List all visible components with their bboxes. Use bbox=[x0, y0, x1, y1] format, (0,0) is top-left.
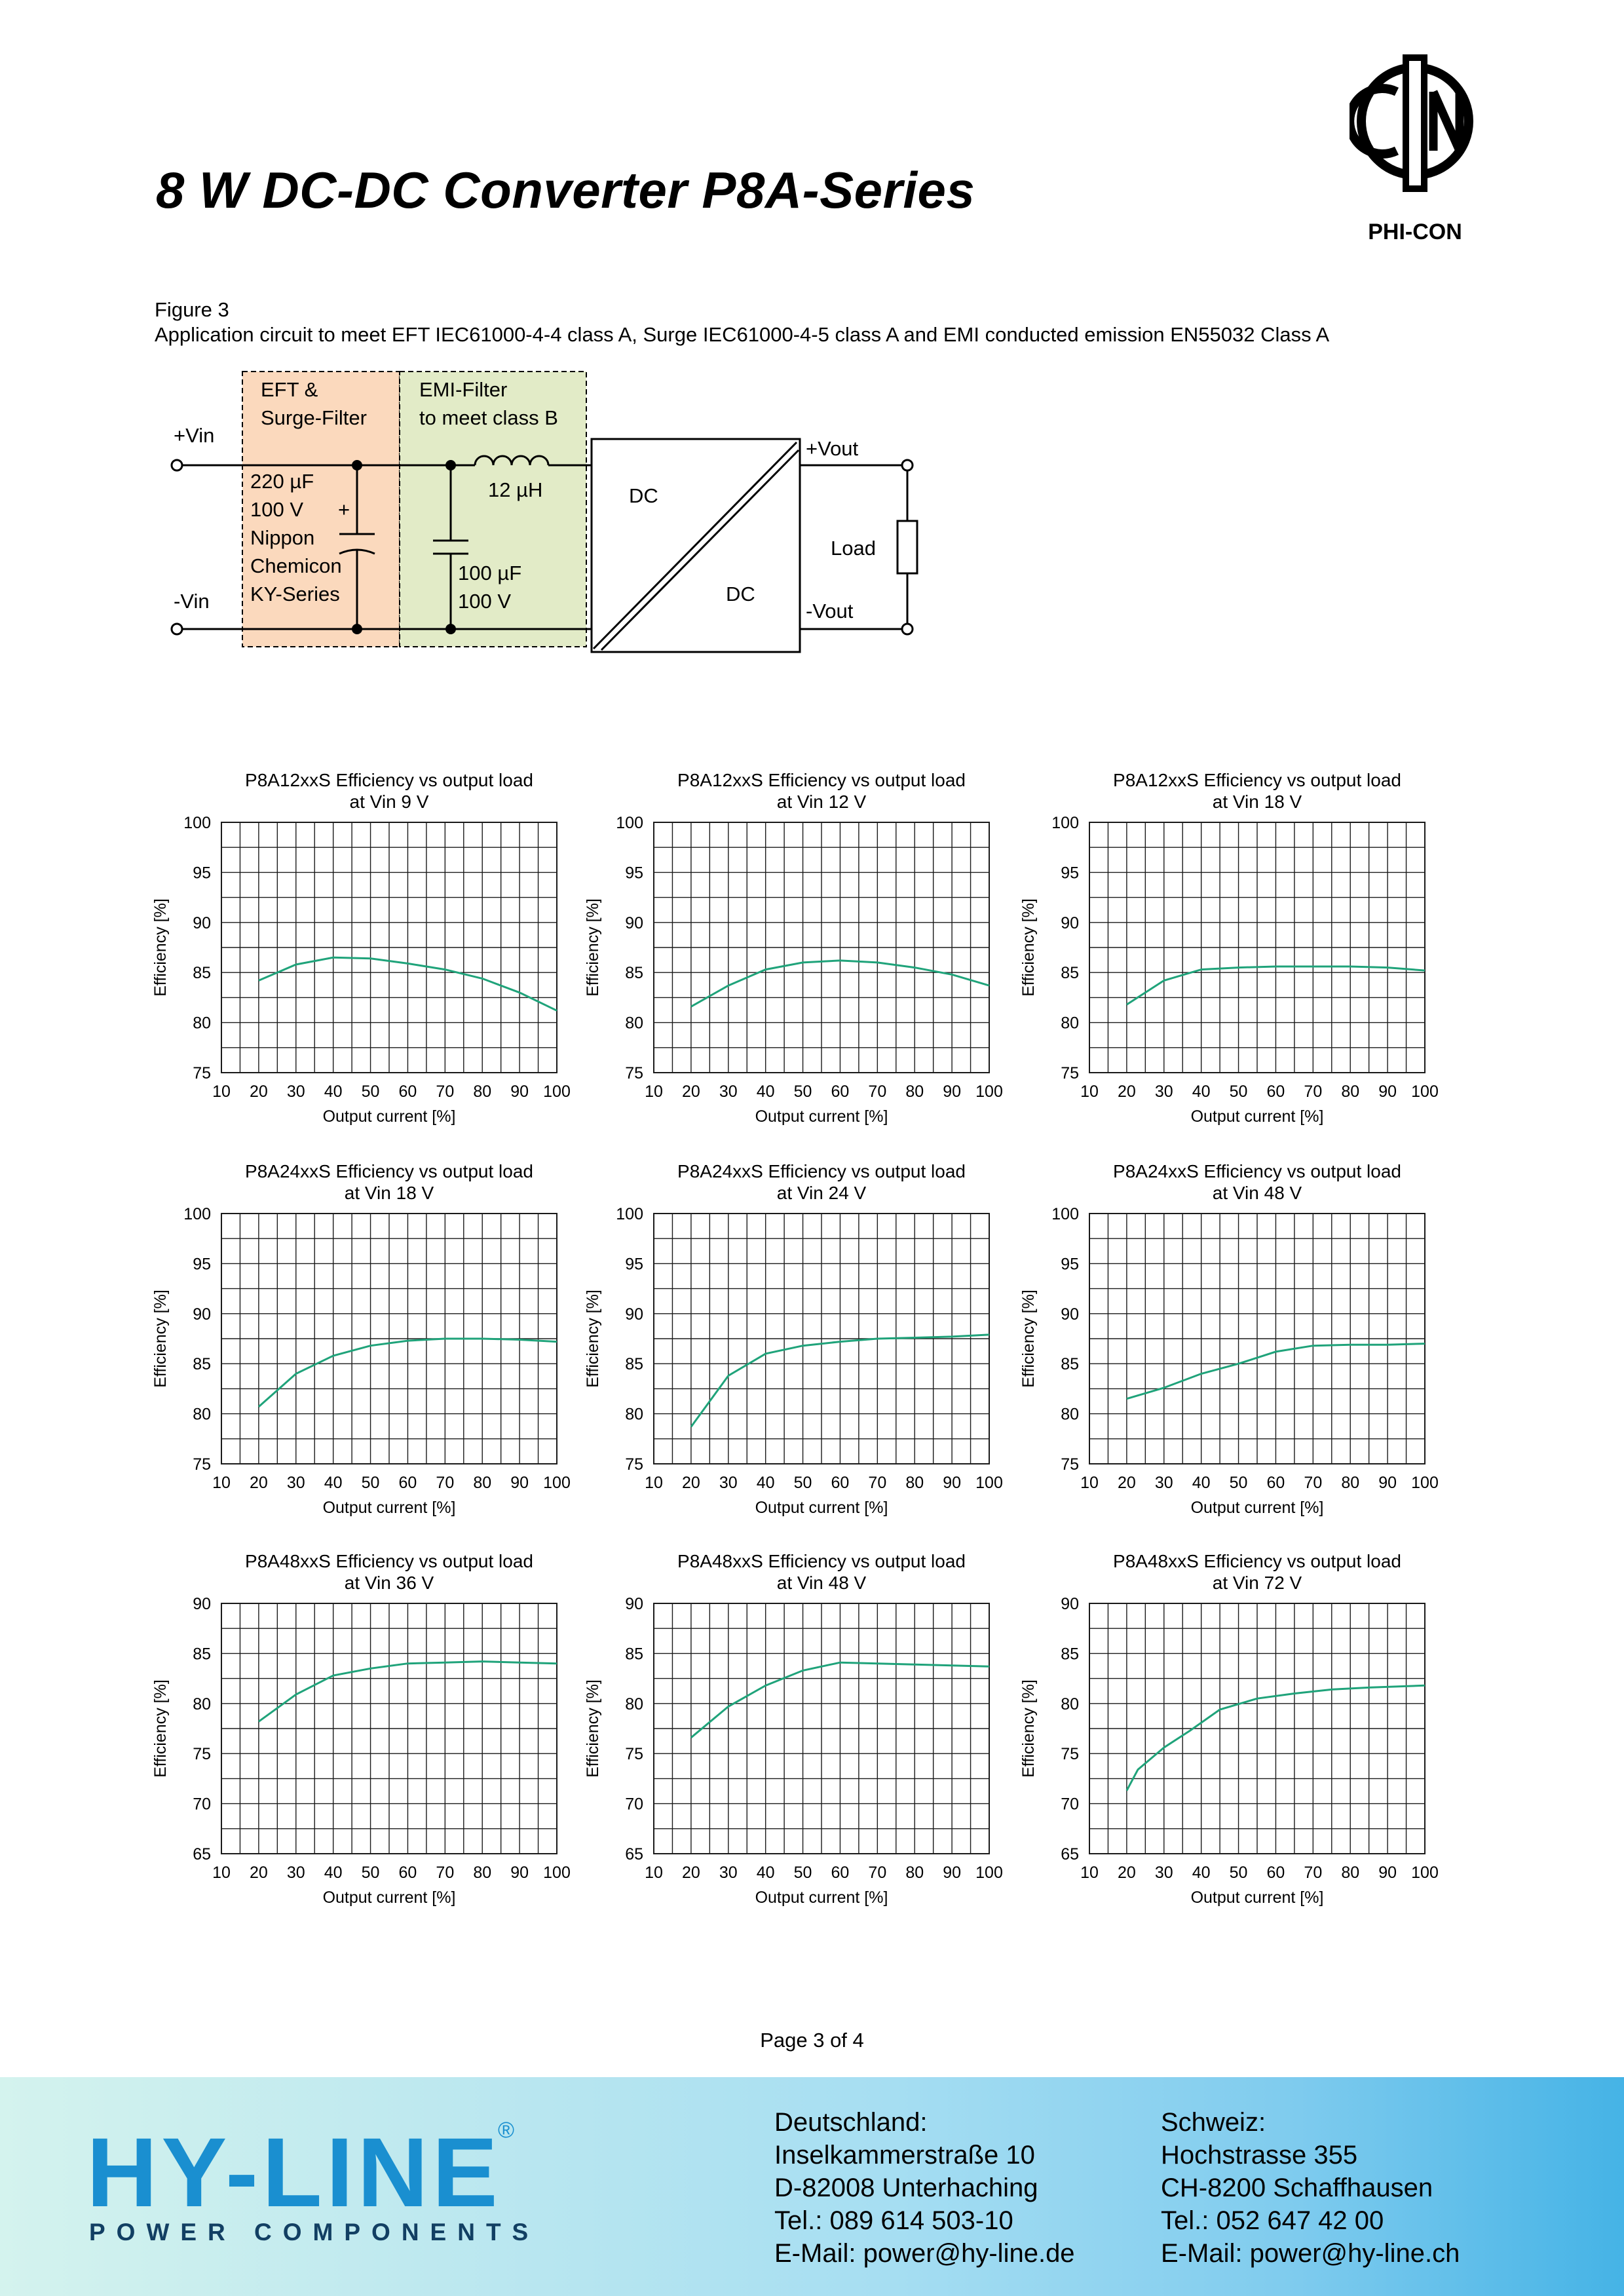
y-axis-label: Efficiency [%] bbox=[584, 1679, 602, 1778]
x-tick-label: 60 bbox=[831, 1474, 850, 1492]
y-tick-label: 80 bbox=[193, 1014, 211, 1033]
x-tick-label: 40 bbox=[756, 1474, 775, 1492]
y-tick-label: 75 bbox=[193, 1745, 211, 1764]
y-tick-label: 85 bbox=[1061, 1645, 1079, 1664]
x-tick-label: 50 bbox=[1229, 1082, 1248, 1101]
x-tick-label: 10 bbox=[212, 1864, 231, 1882]
x-tick-label: 40 bbox=[324, 1474, 343, 1492]
x-tick-label: 80 bbox=[905, 1474, 924, 1492]
address-de-country: Deutschland: bbox=[774, 2108, 928, 2137]
y-tick-label: 85 bbox=[1061, 964, 1079, 983]
y-tick-label: 70 bbox=[193, 1795, 211, 1814]
x-tick-label: 60 bbox=[831, 1864, 850, 1882]
y-tick-label: 70 bbox=[625, 1795, 643, 1814]
x-tick-label: 80 bbox=[473, 1082, 492, 1101]
y-tick-label: 75 bbox=[1061, 1064, 1079, 1082]
x-tick-label: 90 bbox=[510, 1082, 529, 1101]
x-tick-label: 60 bbox=[398, 1474, 417, 1492]
x-tick-label: 70 bbox=[436, 1082, 455, 1101]
inductor-label: 12 µH bbox=[488, 478, 543, 501]
x-tick-label: 50 bbox=[1229, 1474, 1248, 1492]
x-tick-label: 60 bbox=[1266, 1082, 1285, 1101]
y-axis-label: Efficiency [%] bbox=[151, 1679, 170, 1778]
chart-title: P8A48xxS Efficiency vs output load bbox=[677, 1551, 966, 1571]
y-axis-label: Efficiency [%] bbox=[1019, 1679, 1038, 1778]
x-tick-label: 90 bbox=[1378, 1864, 1397, 1882]
y-tick-label: 100 bbox=[1051, 1205, 1079, 1223]
eft-label-line1: EFT & bbox=[261, 378, 318, 401]
y-tick-label: 90 bbox=[625, 1595, 643, 1613]
x-tick-label: 90 bbox=[510, 1864, 529, 1882]
x-tick-label: 60 bbox=[831, 1082, 850, 1101]
efficiency-chart-p8a12-vin12 bbox=[580, 767, 1012, 1140]
x-tick-label: 20 bbox=[681, 1864, 700, 1882]
chart-title: P8A12xxS Efficiency vs output load bbox=[677, 770, 966, 790]
y-tick-label: 75 bbox=[625, 1064, 643, 1082]
emi-label-line1: EMI-Filter bbox=[419, 378, 508, 401]
x-axis-label: Output current [%] bbox=[755, 1888, 888, 1907]
x-tick-label: 50 bbox=[361, 1082, 380, 1101]
x-tick-label: 50 bbox=[793, 1082, 812, 1101]
y-tick-label: 80 bbox=[1061, 1014, 1079, 1033]
chart-title: P8A12xxS Efficiency vs output load bbox=[245, 770, 533, 790]
x-tick-label: 100 bbox=[975, 1474, 1003, 1492]
y-tick-label: 85 bbox=[625, 964, 643, 983]
chart-title: P8A24xxS Efficiency vs output load bbox=[1113, 1161, 1401, 1181]
chart-subtitle: at Vin 12 V bbox=[776, 792, 867, 812]
x-tick-label: 80 bbox=[473, 1864, 492, 1882]
y-tick-label: 90 bbox=[1061, 1305, 1079, 1324]
x-tick-label: 20 bbox=[681, 1082, 700, 1101]
x-tick-label: 40 bbox=[1192, 1082, 1211, 1101]
y-tick-label: 75 bbox=[625, 1745, 643, 1764]
x-tick-label: 30 bbox=[1154, 1082, 1173, 1101]
x-tick-label: 90 bbox=[943, 1474, 962, 1492]
x-tick-label: 10 bbox=[645, 1864, 663, 1882]
x-tick-label: 100 bbox=[1411, 1864, 1439, 1882]
chart-subtitle: at Vin 48 V bbox=[1212, 1183, 1302, 1203]
y-tick-label: 80 bbox=[193, 1694, 211, 1713]
y-axis-label: Efficiency [%] bbox=[1019, 1290, 1038, 1388]
phicon-logo-text: PHI-CON bbox=[1368, 220, 1462, 244]
y-tick-label: 80 bbox=[625, 1694, 643, 1713]
x-tick-label: 100 bbox=[1411, 1082, 1439, 1101]
x-axis-label: Output current [%] bbox=[1190, 1107, 1324, 1126]
x-tick-label: 30 bbox=[1154, 1474, 1173, 1492]
x-tick-label: 80 bbox=[473, 1474, 492, 1492]
y-tick-label: 90 bbox=[625, 1305, 643, 1324]
y-tick-label: 75 bbox=[1061, 1455, 1079, 1474]
chart-subtitle: at Vin 72 V bbox=[1212, 1573, 1302, 1593]
page-number: Page 3 of 4 bbox=[760, 2029, 864, 2052]
x-tick-label: 70 bbox=[1304, 1474, 1323, 1492]
x-tick-label: 50 bbox=[361, 1474, 380, 1492]
address-ch-country: Schweiz: bbox=[1161, 2108, 1266, 2137]
x-tick-label: 80 bbox=[1341, 1474, 1360, 1492]
cap2-line1: 100 µF bbox=[458, 562, 522, 584]
phicon-logo-icon bbox=[1350, 52, 1481, 210]
x-tick-label: 30 bbox=[719, 1864, 738, 1882]
y-tick-label: 80 bbox=[1061, 1405, 1079, 1424]
y-tick-label: 80 bbox=[625, 1405, 643, 1424]
x-tick-label: 30 bbox=[719, 1082, 738, 1101]
y-tick-label: 100 bbox=[1051, 814, 1079, 832]
x-axis-label: Output current [%] bbox=[755, 1499, 888, 1517]
y-axis-label: Efficiency [%] bbox=[1019, 898, 1038, 997]
x-tick-label: 30 bbox=[719, 1474, 738, 1492]
cap1-line5: KY-Series bbox=[250, 583, 340, 605]
address-germany bbox=[774, 2106, 1075, 2270]
x-axis-label: Output current [%] bbox=[322, 1499, 456, 1517]
y-tick-label: 85 bbox=[625, 1645, 643, 1664]
y-tick-label: 100 bbox=[183, 1205, 211, 1223]
address-de-email[interactable]: E-Mail: power@hy-line.de bbox=[774, 2239, 1075, 2268]
y-tick-label: 100 bbox=[183, 814, 211, 832]
y-tick-label: 65 bbox=[625, 1845, 643, 1864]
x-tick-label: 40 bbox=[1192, 1474, 1211, 1492]
load-label: Load bbox=[831, 537, 876, 560]
y-tick-label: 90 bbox=[193, 1305, 211, 1324]
y-tick-label: 85 bbox=[193, 1355, 211, 1374]
y-tick-label: 80 bbox=[1061, 1694, 1079, 1713]
x-tick-label: 10 bbox=[212, 1474, 231, 1492]
y-tick-label: 70 bbox=[1061, 1795, 1079, 1814]
x-tick-label: 20 bbox=[249, 1082, 268, 1101]
x-tick-label: 10 bbox=[212, 1082, 231, 1101]
x-tick-label: 60 bbox=[398, 1082, 417, 1101]
x-tick-label: 100 bbox=[543, 1082, 571, 1101]
address-ch-street: Hochstrasse 355 bbox=[1161, 2141, 1358, 2170]
x-tick-label: 40 bbox=[324, 1864, 343, 1882]
chart-subtitle: at Vin 18 V bbox=[344, 1183, 434, 1203]
eft-label-line2: Surge-Filter bbox=[261, 406, 367, 429]
address-switzerland bbox=[1161, 2106, 1460, 2270]
y-tick-label: 90 bbox=[193, 1595, 211, 1613]
x-tick-label: 60 bbox=[1266, 1474, 1285, 1492]
y-tick-label: 95 bbox=[625, 864, 643, 883]
cap1-line1: 220 µF bbox=[250, 470, 314, 493]
y-axis-label: Efficiency [%] bbox=[584, 1290, 602, 1388]
chart-title: P8A24xxS Efficiency vs output load bbox=[677, 1161, 966, 1181]
x-tick-label: 10 bbox=[1080, 1082, 1099, 1101]
dc-output-label: DC bbox=[726, 583, 755, 605]
y-tick-label: 75 bbox=[193, 1455, 211, 1474]
efficiency-chart-p8a48-vin36 bbox=[147, 1548, 580, 1921]
x-axis-label: Output current [%] bbox=[322, 1888, 456, 1907]
y-tick-label: 100 bbox=[616, 1205, 643, 1223]
x-tick-label: 20 bbox=[1117, 1864, 1136, 1882]
y-axis-label: Efficiency [%] bbox=[584, 898, 602, 997]
efficiency-chart-p8a12-vin9 bbox=[147, 767, 580, 1140]
x-tick-label: 40 bbox=[324, 1082, 343, 1101]
x-tick-label: 80 bbox=[905, 1864, 924, 1882]
efficiency-chart-p8a48-vin48 bbox=[580, 1548, 1012, 1921]
chart-subtitle: at Vin 36 V bbox=[344, 1573, 434, 1593]
x-tick-label: 90 bbox=[943, 1864, 962, 1882]
x-tick-label: 10 bbox=[645, 1082, 663, 1101]
y-tick-label: 95 bbox=[625, 1255, 643, 1274]
x-tick-label: 30 bbox=[1154, 1864, 1173, 1882]
x-tick-label: 20 bbox=[249, 1474, 268, 1492]
x-tick-label: 50 bbox=[793, 1864, 812, 1882]
x-axis-label: Output current [%] bbox=[322, 1107, 456, 1126]
chart-subtitle: at Vin 48 V bbox=[776, 1573, 867, 1593]
x-tick-label: 90 bbox=[943, 1082, 962, 1101]
brand-tagline: POWER COMPONENTS bbox=[89, 2219, 540, 2246]
efficiency-chart-p8a24-vin18 bbox=[147, 1158, 580, 1531]
dc-input-label: DC bbox=[629, 484, 658, 507]
y-tick-label: 85 bbox=[1061, 1355, 1079, 1374]
x-tick-label: 30 bbox=[286, 1474, 305, 1492]
x-tick-label: 60 bbox=[1266, 1864, 1285, 1882]
y-tick-label: 90 bbox=[625, 913, 643, 932]
x-tick-label: 20 bbox=[1117, 1082, 1136, 1101]
x-tick-label: 90 bbox=[510, 1474, 529, 1492]
x-tick-label: 10 bbox=[1080, 1474, 1099, 1492]
document-title: 8 W DC-DC Converter P8A-Series bbox=[156, 161, 975, 219]
figure-caption: Application circuit to meet EFT IEC61000-4-4 class A, Surge IEC61000-4-5 class A and EMI conducted emission EN55032 Class A bbox=[155, 323, 1330, 346]
efficiency-chart-p8a24-vin48 bbox=[1015, 1158, 1448, 1531]
x-tick-label: 100 bbox=[543, 1864, 571, 1882]
efficiency-chart-p8a24-vin24 bbox=[580, 1158, 1012, 1531]
x-tick-label: 20 bbox=[681, 1474, 700, 1492]
vin-minus-label: -Vin bbox=[174, 590, 210, 613]
y-tick-label: 100 bbox=[616, 814, 643, 832]
y-tick-label: 80 bbox=[193, 1405, 211, 1424]
x-tick-label: 40 bbox=[756, 1864, 775, 1882]
x-tick-label: 70 bbox=[436, 1474, 455, 1492]
x-tick-label: 50 bbox=[793, 1474, 812, 1492]
chart-title: P8A24xxS Efficiency vs output load bbox=[245, 1161, 533, 1181]
x-tick-label: 70 bbox=[1304, 1864, 1323, 1882]
x-tick-label: 70 bbox=[1304, 1082, 1323, 1101]
y-tick-label: 75 bbox=[625, 1455, 643, 1474]
y-tick-label: 80 bbox=[625, 1014, 643, 1033]
registered-mark: ® bbox=[498, 2118, 515, 2143]
address-ch-email[interactable]: E-Mail: power@hy-line.ch bbox=[1161, 2239, 1460, 2268]
y-tick-label: 65 bbox=[193, 1845, 211, 1864]
chart-subtitle: at Vin 9 V bbox=[349, 792, 429, 812]
emi-label-line2: to meet class B bbox=[419, 406, 558, 429]
address-ch-phone: Tel.: 052 647 42 00 bbox=[1161, 2206, 1384, 2235]
y-tick-label: 75 bbox=[1061, 1745, 1079, 1764]
address-ch-city: CH-8200 Schaffhausen bbox=[1161, 2173, 1433, 2202]
y-tick-label: 90 bbox=[1061, 1595, 1079, 1613]
application-circuit-diagram bbox=[144, 364, 970, 665]
y-axis-label: Efficiency [%] bbox=[151, 1290, 170, 1388]
x-tick-label: 50 bbox=[361, 1864, 380, 1882]
x-tick-label: 70 bbox=[868, 1082, 887, 1101]
x-tick-label: 40 bbox=[756, 1082, 775, 1101]
x-tick-label: 70 bbox=[868, 1864, 887, 1882]
x-tick-label: 100 bbox=[975, 1864, 1003, 1882]
cap1-polarity: + bbox=[338, 498, 350, 521]
x-tick-label: 70 bbox=[868, 1474, 887, 1492]
y-axis-label: Efficiency [%] bbox=[151, 898, 170, 997]
x-tick-label: 10 bbox=[1080, 1864, 1099, 1882]
hyline-brand: HY-LINE bbox=[86, 2117, 502, 2227]
x-tick-label: 100 bbox=[543, 1474, 571, 1492]
cap1-line3: Nippon bbox=[250, 526, 315, 549]
efficiency-chart-p8a48-vin72 bbox=[1015, 1548, 1448, 1921]
address-de-street: Inselkammerstraße 10 bbox=[774, 2141, 1035, 2170]
x-tick-label: 80 bbox=[1341, 1082, 1360, 1101]
cap1-line2: 100 V bbox=[250, 498, 304, 521]
x-tick-label: 30 bbox=[286, 1082, 305, 1101]
x-tick-label: 90 bbox=[1378, 1474, 1397, 1492]
vout-plus-label: +Vout bbox=[806, 437, 859, 460]
x-axis-label: Output current [%] bbox=[1190, 1888, 1324, 1907]
y-tick-label: 90 bbox=[1061, 913, 1079, 932]
vin-plus-label: +Vin bbox=[174, 424, 215, 447]
y-tick-label: 65 bbox=[1061, 1845, 1079, 1864]
x-tick-label: 100 bbox=[975, 1082, 1003, 1101]
y-tick-label: 95 bbox=[193, 864, 211, 883]
x-tick-label: 70 bbox=[436, 1864, 455, 1882]
y-tick-label: 95 bbox=[1061, 864, 1079, 883]
chart-title: P8A48xxS Efficiency vs output load bbox=[1113, 1551, 1401, 1571]
cap2-line2: 100 V bbox=[458, 590, 512, 613]
y-tick-label: 90 bbox=[193, 913, 211, 932]
chart-subtitle: at Vin 18 V bbox=[1212, 792, 1302, 812]
efficiency-chart-p8a12-vin18 bbox=[1015, 767, 1448, 1140]
x-tick-label: 80 bbox=[905, 1082, 924, 1101]
y-tick-label: 85 bbox=[193, 964, 211, 983]
x-axis-label: Output current [%] bbox=[1190, 1499, 1324, 1517]
x-tick-label: 20 bbox=[249, 1864, 268, 1882]
x-tick-label: 10 bbox=[645, 1474, 663, 1492]
x-tick-label: 50 bbox=[1229, 1864, 1248, 1882]
x-tick-label: 40 bbox=[1192, 1864, 1211, 1882]
y-tick-label: 85 bbox=[193, 1645, 211, 1664]
x-tick-label: 30 bbox=[286, 1864, 305, 1882]
x-tick-label: 60 bbox=[398, 1864, 417, 1882]
x-tick-label: 100 bbox=[1411, 1474, 1439, 1492]
chart-title: P8A48xxS Efficiency vs output load bbox=[245, 1551, 533, 1571]
vout-minus-label: -Vout bbox=[806, 600, 854, 622]
y-tick-label: 75 bbox=[193, 1064, 211, 1082]
x-tick-label: 80 bbox=[1341, 1864, 1360, 1882]
chart-title: P8A12xxS Efficiency vs output load bbox=[1113, 770, 1401, 790]
y-tick-label: 95 bbox=[193, 1255, 211, 1274]
figure-label: Figure 3 bbox=[155, 298, 229, 321]
x-axis-label: Output current [%] bbox=[755, 1107, 888, 1126]
x-tick-label: 20 bbox=[1117, 1474, 1136, 1492]
y-tick-label: 95 bbox=[1061, 1255, 1079, 1274]
address-de-city: D-82008 Unterhaching bbox=[774, 2173, 1038, 2202]
cap1-line4: Chemicon bbox=[250, 554, 342, 577]
chart-subtitle: at Vin 24 V bbox=[776, 1183, 867, 1203]
y-tick-label: 85 bbox=[625, 1355, 643, 1374]
x-tick-label: 90 bbox=[1378, 1082, 1397, 1101]
address-de-phone: Tel.: 089 614 503-10 bbox=[774, 2206, 1013, 2235]
